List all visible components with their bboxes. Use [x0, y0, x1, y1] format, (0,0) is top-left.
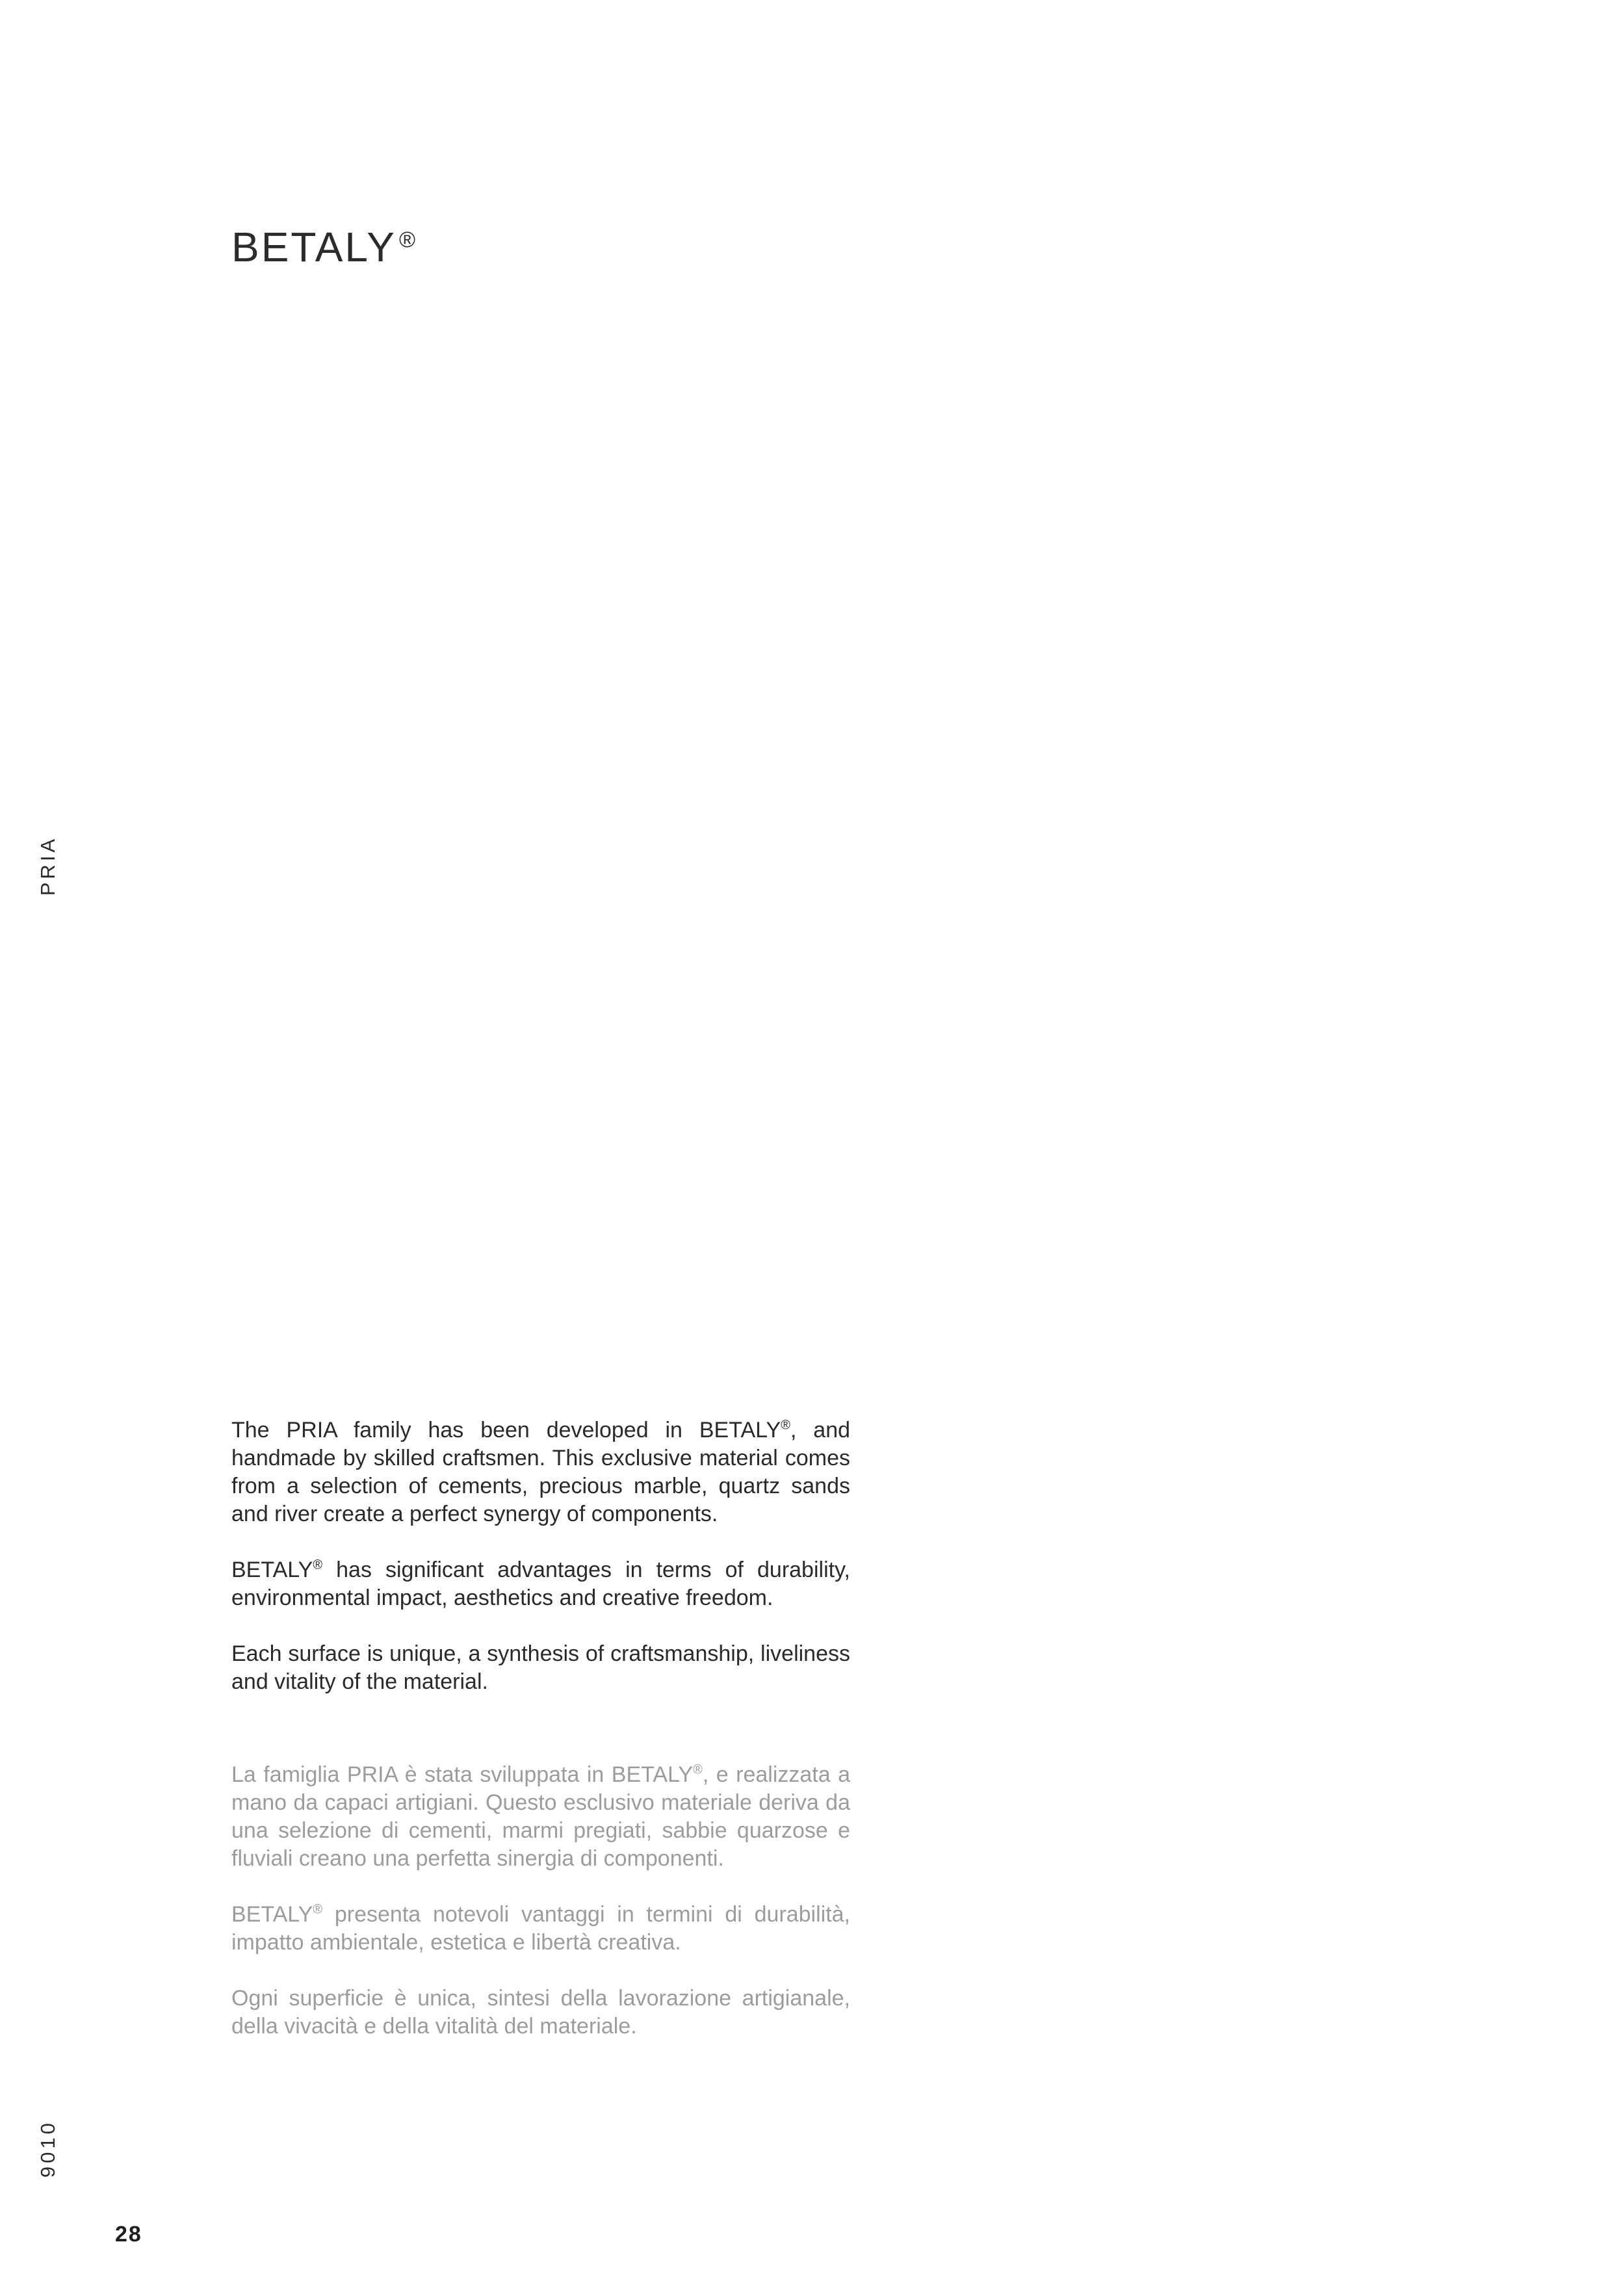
title-text: BETALY: [231, 224, 396, 270]
registered-mark: ®: [313, 1902, 323, 1917]
registered-mark: ®: [781, 1418, 790, 1433]
italian-paragraph: BETALY® presenta notevoli vantaggi in termini di durabilità, impatto ambientale, estetica e libertà creativa.: [231, 1902, 850, 1955]
product-code-label: 9010: [36, 2120, 59, 2178]
italian-description: [231, 1761, 850, 2041]
page-title: [231, 226, 417, 268]
registered-mark: ®: [693, 1762, 703, 1777]
page-number: 28: [115, 2222, 142, 2247]
italian-paragraph: Ogni superficie è unica, sintesi della lavorazione artigianale, della vivacità e della vitalità del materiale.: [231, 1986, 850, 2039]
english-paragraph: BETALY® has significant advantages in terms of durability, environmental impact, aesthetics and creative freedom.: [231, 1558, 850, 1610]
english-description: [231, 1416, 850, 1696]
registered-mark: ®: [398, 228, 417, 252]
series-label: PRIA: [36, 835, 59, 896]
registered-mark: ®: [313, 1558, 323, 1572]
english-paragraph: Each surface is unique, a synthesis of craftsmanship, liveliness and vitality of the material.: [231, 1641, 850, 1694]
italian-paragraph: La famiglia PRIA è stata sviluppata in BETALY®, e realizzata a mano da capaci artigiani. Questo esclusivo materiale deriva da una selezione di cementi, marmi pregiati, sabbie quarzose e fluviali creano una perfetta sinergia di componenti.: [231, 1762, 850, 1871]
english-paragraph: The PRIA family has been developed in BETALY®, and handmade by skilled craftsmen. This exclusive material comes from a selection of cements, precious marble, quartz sands and river create a perfect synergy of components.: [231, 1418, 851, 1526]
